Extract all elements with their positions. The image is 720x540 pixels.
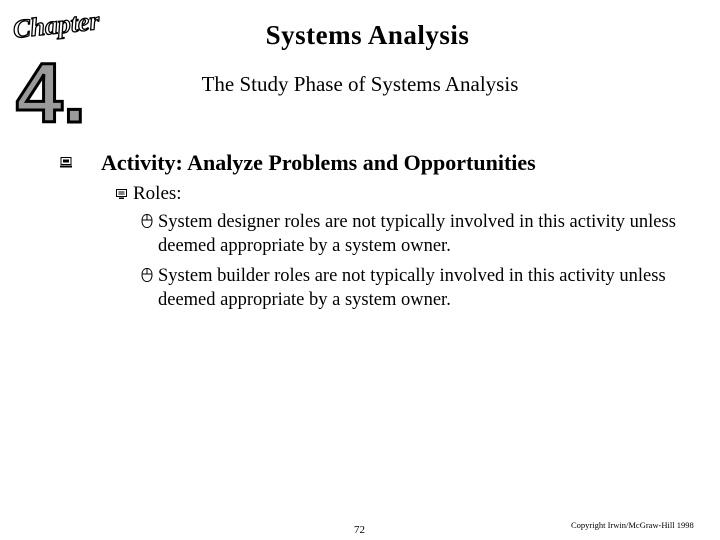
page-subtitle: The Study Phase of Systems Analysis [201, 72, 519, 96]
main-bullet-text: Activity: Analyze Problems and Opportunities [101, 150, 536, 175]
chapter-logo-word: Chapter [11, 6, 101, 44]
list-item-text: System designer roles are not typically involved in this activity unless deemed appropriate by a system owner. [158, 212, 676, 256]
mouse-icon [141, 214, 153, 228]
mouse-icon [141, 268, 153, 282]
page-title: Systems Analysis [265, 20, 470, 50]
page-number: 72 [354, 524, 365, 536]
monitor-icon [116, 189, 127, 199]
list-item-text: System builder roles are not typically involved in this activity unless deemed appropriate by a system owner. [158, 266, 666, 310]
sub-bullet-text: Roles: [133, 183, 182, 204]
copyright-notice: Copyright Irwin/McGraw-Hill 1998 [571, 520, 694, 530]
chapter-logo-number: 4. [16, 46, 87, 128]
computer-icon [60, 157, 72, 168]
